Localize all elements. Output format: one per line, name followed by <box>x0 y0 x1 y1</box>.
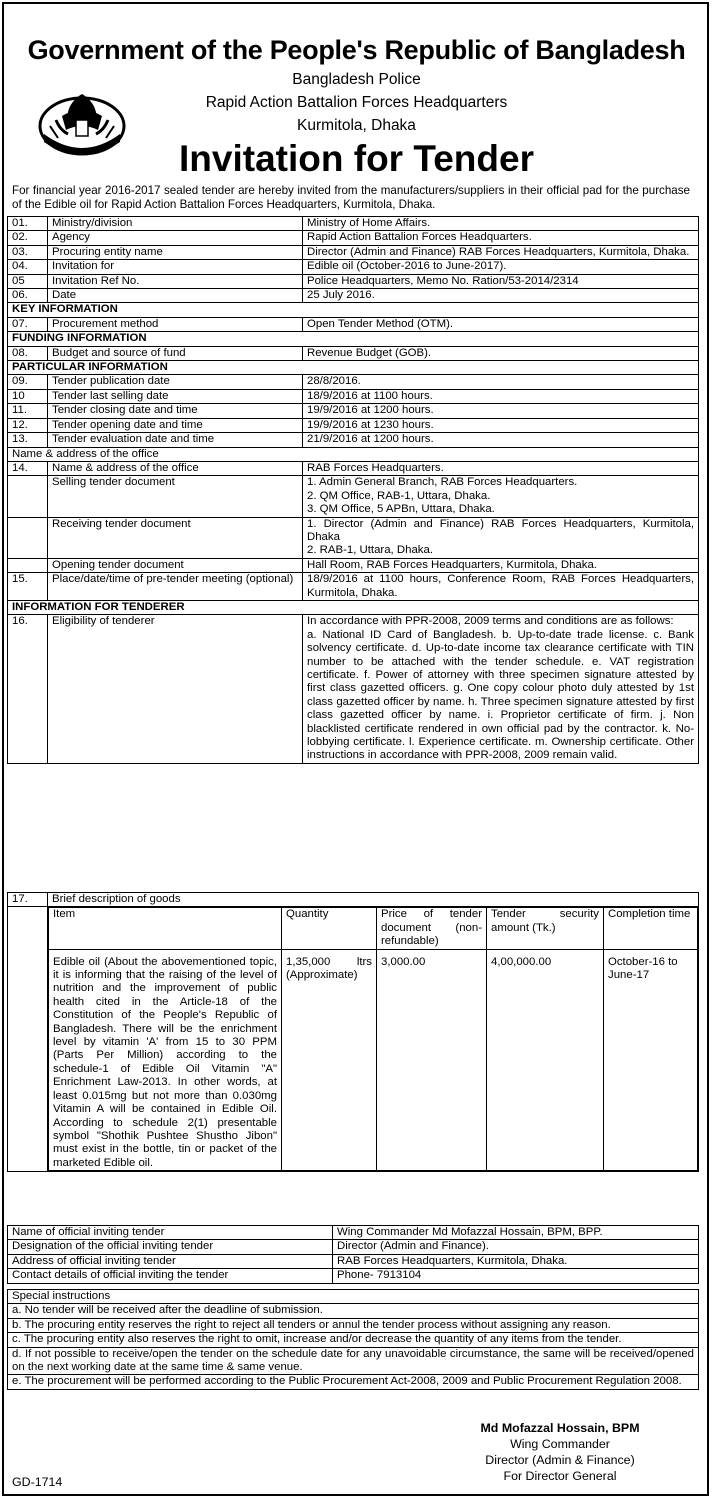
special-instruction-row <box>8 1333 699 1347</box>
official-value: Phone- 7913104 <box>333 1269 699 1283</box>
official-value: Director (Admin and Finance). <box>333 1240 699 1254</box>
official-label: Address of official inviting tender <box>8 1254 333 1268</box>
row-number: 16. <box>8 615 48 763</box>
row-label: Procurement method <box>48 317 303 331</box>
info-row <box>8 418 699 432</box>
special-instruction-row <box>8 1347 699 1375</box>
row-value-line: a. National ID Card of Bangladesh. b. Up-to-date trade license. c. Bank solvency certificate. d. Up-to-date income tax clearance certificate with TIN number to be attached with the tender schedule. e. VAT registration certificate. f. Power of attorney with three specimen signature attested by first class gazetted officers. g. One copy colour photo duly attested by 1st class gazetted officer by name. h. Three specimen signature attested by first class gazetted officer by name. i. Proprietor certificate of firm. j. Non blacklisted certificate rendered in own official pad by the contractor. k. No-lobbying certificate. l. Experience certificate. m. Ownership certificate. Other instructions in accordance with PPR-2008, 2009 remain valid. <box>307 628 694 762</box>
row-number: 08. <box>8 346 48 360</box>
row-number: 13. <box>8 433 48 447</box>
info-row <box>8 461 699 475</box>
section-heading-row <box>8 303 699 317</box>
signatory-name: Md Mofazzal Hossain, BPM <box>480 1421 640 1435</box>
info-row <box>8 558 699 572</box>
row-value: Hall Room, RAB Forces Headquarters, Kurmitola, Dhaka. <box>303 558 699 572</box>
row-number <box>8 476 48 517</box>
row-label: Receiving tender document <box>48 517 303 558</box>
org-line-2: Rapid Action Battalion Forces Headquarters <box>205 94 508 111</box>
row-number: 12. <box>8 418 48 432</box>
special-title-row <box>8 1290 699 1304</box>
row-number: 06. <box>8 289 48 303</box>
info-row <box>8 476 699 517</box>
info-row <box>8 217 699 231</box>
col-price: Price of tender document (non-refundable) <box>377 908 487 949</box>
goods-header-row <box>8 893 699 907</box>
goods-quantity: 1,35,000 ltrs (Approximate) <box>282 949 377 1171</box>
row-value <box>303 517 699 558</box>
section-heading-row <box>8 361 699 375</box>
row-label: Tender opening date and time <box>48 418 303 432</box>
government-title: Government of the People's Republic of Bangladesh <box>27 35 686 65</box>
official-label: Name of official inviting tender <box>8 1226 333 1240</box>
info-row <box>8 615 699 763</box>
goods-detail-row <box>8 907 699 1172</box>
row-value: 21/9/2016 at 1200 hours. <box>303 433 699 447</box>
special-instruction-row <box>8 1375 699 1389</box>
info-row <box>8 404 699 418</box>
signatory-designation: Director (Admin & Finance) <box>485 1453 635 1467</box>
row-number: 04. <box>8 260 48 274</box>
row-label: Invitation Ref No. <box>48 274 303 288</box>
row-value: RAB Forces Headquarters. <box>303 461 699 475</box>
official-row <box>8 1226 699 1240</box>
row-label: Selling tender document <box>48 476 303 517</box>
row-value: 18/9/2016 at 1100 hours, Conference Room, RAB Forces Headquarters, Kurmitola, Dhaka. <box>303 573 699 601</box>
row-number: 02. <box>8 231 48 245</box>
row-number: 15. <box>8 573 48 601</box>
row-value-line: 2. QM Office, RAB-1, Uttara, Dhaka. <box>307 489 491 502</box>
goods-item-row <box>49 949 698 1171</box>
row-number: 07. <box>8 317 48 331</box>
gd-number: GD-1714 <box>12 1475 63 1489</box>
info-row <box>8 389 699 403</box>
col-completion: Completion time <box>604 908 698 949</box>
info-row <box>8 274 699 288</box>
row-number: 03. <box>8 245 48 259</box>
official-row <box>8 1269 699 1283</box>
signature-block <box>430 1420 690 1484</box>
row-number: 10 <box>8 389 48 403</box>
tender-info-table <box>7 216 699 764</box>
goods-table <box>7 892 699 1172</box>
row-value: Open Tender Method (OTM). <box>303 317 699 331</box>
row-value: 19/9/2016 at 1200 hours. <box>303 404 699 418</box>
official-row <box>8 1240 699 1254</box>
row-label: Date <box>48 289 303 303</box>
row-label: Invitation for <box>48 260 303 274</box>
official-value: RAB Forces Headquarters, Kurmitola, Dhaka. <box>333 1254 699 1268</box>
goods-no: 17. <box>8 893 48 907</box>
section-heading: FUNDING INFORMATION <box>8 332 699 346</box>
header <box>0 0 713 182</box>
goods-price: 3,000.00 <box>377 949 487 1171</box>
goods-completion: October-16 to June-17 <box>604 949 698 1171</box>
row-value-line: In accordance with PPR-2008, 2009 terms and conditions are as follows: <box>307 615 674 628</box>
special-instruction: b. The procuring entity reserves the right to reject all tenders or annul the tender process without assigning any reason. <box>8 1318 699 1332</box>
row-number: 09. <box>8 375 48 389</box>
special-instruction: e. The procurement will be performed according to the Public Procurement Act-2008, 2009 and Public Procurement Regulation 2008. <box>8 1375 699 1389</box>
row-label: Tender closing date and time <box>48 404 303 418</box>
goods-column-headers <box>49 908 698 949</box>
row-label: Budget and source of fund <box>48 346 303 360</box>
info-row <box>8 317 699 331</box>
row-value-line: 1. Admin General Branch, RAB Forces Headquarters. <box>307 476 578 489</box>
row-value-line: 3. QM Office, 5 APBn, Uttara, Dhaka. <box>307 503 495 516</box>
subheading: Name & address of the office <box>8 447 699 461</box>
special-title: Special instructions <box>8 1290 699 1304</box>
row-label: Eligibility of tenderer <box>48 615 303 763</box>
official-label: Designation of the official inviting tender <box>8 1240 333 1254</box>
row-label: Tender last selling date <box>48 389 303 403</box>
row-number <box>8 558 48 572</box>
special-instruction: c. The procuring entity also reserves the right to omit, increase and/or decrease the quantity of any items from the tender. <box>8 1333 699 1347</box>
row-value: 25 July 2016. <box>303 289 699 303</box>
info-row <box>8 517 699 558</box>
info-row <box>8 346 699 360</box>
section-heading: PARTICULAR INFORMATION <box>8 361 699 375</box>
row-number: 05 <box>8 274 48 288</box>
subheading-row <box>8 447 699 461</box>
row-value: 28/8/2016. <box>303 375 699 389</box>
official-value: Wing Commander Md Mofazzal Hossain, BPM, BPP. <box>333 1226 699 1240</box>
row-label: Procuring entity name <box>48 245 303 259</box>
row-number <box>8 517 48 558</box>
section-heading: INFORMATION FOR TENDERER <box>8 600 699 614</box>
info-row <box>8 433 699 447</box>
row-value: Ministry of Home Affairs. <box>303 217 699 231</box>
signatory-for: For Director General <box>503 1469 617 1483</box>
row-value-line: 1. Director (Admin and Finance) RAB Forces Headquarters, Kurmitola, Dhaka <box>307 517 694 543</box>
row-value: Police Headquarters, Memo No. Ration/53-2014/2314 <box>303 274 699 288</box>
row-value: Edible oil (October-2016 to June-2017). <box>303 260 699 274</box>
org-line-1: Bangladesh Police <box>292 71 421 88</box>
goods-security: 4,00,000.00 <box>487 949 604 1171</box>
info-row <box>8 245 699 259</box>
row-number: 11. <box>8 404 48 418</box>
special-instruction-row <box>8 1304 699 1318</box>
special-instruction: d. If not possible to receive/open the tender on the schedule date for any unavoidable circumstance, the same will be received/opened on the next working date at the same time & same venue. <box>8 1347 699 1375</box>
official-label: Contact details of official inviting the tender <box>8 1269 333 1283</box>
row-value <box>303 476 699 517</box>
signatory-rank: Wing Commander <box>510 1437 610 1451</box>
document-title: Invitation for Tender <box>179 138 534 179</box>
row-value: Rapid Action Battalion Forces Headquarters. <box>303 231 699 245</box>
official-table <box>7 1225 699 1284</box>
special-instructions-table <box>7 1289 699 1390</box>
row-label: Opening tender document <box>48 558 303 572</box>
info-row <box>8 289 699 303</box>
row-label: Tender publication date <box>48 375 303 389</box>
info-row <box>8 375 699 389</box>
section-heading-row <box>8 332 699 346</box>
row-label: Name & address of the office <box>48 461 303 475</box>
row-value: Revenue Budget (GOB). <box>303 346 699 360</box>
info-row <box>8 231 699 245</box>
row-number: 01. <box>8 217 48 231</box>
org-line-3: Kurmitola, Dhaka <box>297 117 416 134</box>
intro-paragraph: For financial year 2016-2017 sealed tender are hereby invited from the manufacturers/suppliers in their official pad for the purchase of the Edible oil for Rapid Action Battalion Forces Headquarters, Kurmitola, Dhaka. <box>12 184 690 211</box>
special-instruction-row <box>8 1318 699 1332</box>
row-value: 18/9/2016 at 1100 hours. <box>303 389 699 403</box>
row-label: Ministry/division <box>48 217 303 231</box>
row-number: 14. <box>8 461 48 475</box>
row-value: 19/9/2016 at 1230 hours. <box>303 418 699 432</box>
info-row <box>8 573 699 601</box>
special-instruction: a. No tender will be received after the deadline of submission. <box>8 1304 699 1318</box>
goods-inner-table <box>48 907 698 1171</box>
col-security: Tender security amount (Tk.) <box>487 908 604 949</box>
row-label: Place/date/time of pre-tender meeting (optional) <box>48 573 303 601</box>
col-item: Item <box>49 908 282 949</box>
section-heading: KEY INFORMATION <box>8 303 699 317</box>
goods-label: Brief description of goods <box>48 893 699 907</box>
col-quantity: Quantity <box>282 908 377 949</box>
row-label: Agency <box>48 231 303 245</box>
info-row <box>8 260 699 274</box>
official-row <box>8 1254 699 1268</box>
row-value: Director (Admin and Finance) RAB Forces Headquarters, Kurmitola, Dhaka. <box>303 245 699 259</box>
goods-item-description: Edible oil (About the abovementioned topic, it is informing that the raising of the level of nutrition and the improvement of public health cited in the Article-18 of the Constitution of the People's Republic of Bangladesh. There will be the enrichment level by vitamin 'A' from 15 to 30 PPM (Parts Per Million) according to the schedule-1 of Edible Oil Vitamin "A" Enrichment Law-2013. In other words, at least 0.015mg but not more than 0.030mg Vitamin A will be contained in Edible Oil. According to schedule 2(1) presentable symbol "Shothik Pushtee Shustho Jibon" must exist in the bottle, tin or packet of the marketed Edible oil. <box>49 949 282 1171</box>
section-heading-row <box>8 600 699 614</box>
row-value <box>303 615 699 763</box>
row-value-line: 2. RAB-1, Uttara, Dhaka. <box>307 544 433 557</box>
row-label: Tender evaluation date and time <box>48 433 303 447</box>
